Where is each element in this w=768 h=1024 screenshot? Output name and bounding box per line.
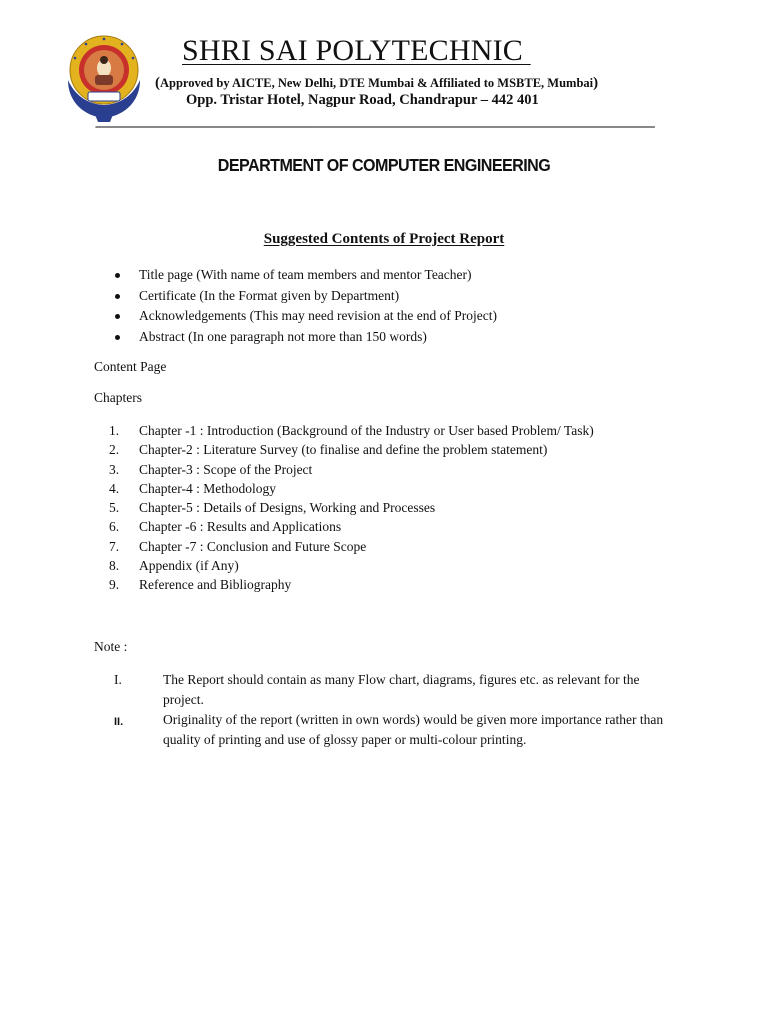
chapter-item bbox=[94, 537, 367, 556]
chapter-item bbox=[94, 498, 436, 517]
approval-open-paren: ( bbox=[155, 75, 160, 91]
bullet-item bbox=[112, 306, 497, 327]
approval-close-paren: ) bbox=[593, 75, 599, 91]
chapter-text: Chapter-2 : Literature Survey (to finalise and define the problem statement) bbox=[139, 442, 548, 458]
bullet-dot-icon bbox=[115, 294, 120, 299]
chapter-number: 4. bbox=[109, 480, 120, 496]
chapter-number: 1. bbox=[109, 423, 120, 438]
chapter-text: Chapter -6 : Results and Applications bbox=[139, 519, 342, 535]
chapter-text: Chapter -1 : Introduction (Background of the Industry or User based Problem/ Task) bbox=[139, 423, 594, 438]
note-label: Note : bbox=[94, 639, 128, 654]
header-divider: -------------------------------------------------------------------------------------------------------------------------------------------------------------------------------------------------------- bbox=[95, 122, 655, 130]
bullet-item bbox=[112, 327, 497, 348]
bullet-text: Certificate (In the Format given by Department) bbox=[139, 287, 400, 303]
chapter-text: Chapter -7 : Conclusion and Future Scope bbox=[139, 538, 367, 554]
chapter-item bbox=[94, 556, 239, 575]
institute-name: SHRI SAI POLYTECHNIC bbox=[182, 34, 531, 67]
bullet-item bbox=[112, 265, 497, 286]
contents-bullet-list bbox=[112, 265, 497, 347]
chapter-text: Chapter-5 : Details of Designs, Working and Processes bbox=[139, 500, 436, 516]
note-item bbox=[114, 670, 683, 710]
bullet-dot-icon bbox=[115, 335, 120, 340]
chapter-item bbox=[94, 440, 548, 459]
chapter-item bbox=[94, 517, 342, 536]
chapters-list bbox=[94, 421, 594, 595]
note-number: II. bbox=[114, 716, 124, 728]
chapter-text: Reference and Bibliography bbox=[139, 577, 292, 593]
chapters-label: Chapters bbox=[94, 390, 142, 405]
note-item bbox=[114, 710, 683, 750]
chapter-number: 6. bbox=[109, 519, 120, 535]
chapter-number: 3. bbox=[109, 461, 120, 477]
bullet-item bbox=[112, 286, 497, 307]
bullet-text: Abstract (In one paragraph not more than 150 words) bbox=[139, 328, 427, 344]
institute-logo bbox=[64, 32, 144, 124]
content-page-label: Content Page bbox=[94, 359, 167, 374]
chapter-item bbox=[94, 479, 276, 498]
note-text: The Report should contain as many Flow chart, diagrams, figures etc. as relevant for the project. bbox=[163, 672, 640, 707]
approval-text: Approved by AICTE, New Delhi, DTE Mumbai & Affiliated to MSBTE, Mumbai bbox=[160, 76, 594, 90]
bullet-text: Acknowledgements (This may need revision at the end of Project) bbox=[139, 308, 498, 323]
notes-list bbox=[114, 670, 683, 750]
note-number: I. bbox=[114, 672, 122, 687]
chapter-number: 8. bbox=[109, 558, 120, 574]
approval-line bbox=[155, 75, 598, 92]
chapter-number: 9. bbox=[109, 577, 120, 593]
bullet-dot-icon bbox=[115, 314, 120, 319]
section-title: Suggested Contents of Project Report bbox=[263, 231, 505, 247]
chapter-item bbox=[94, 421, 594, 440]
chapter-item bbox=[94, 575, 292, 594]
chapter-text: Chapter-3 : Scope of the Project bbox=[139, 461, 313, 477]
department-heading: DEPARTMENT OF COMPUTER ENGINEERING bbox=[217, 155, 551, 175]
bullet-dot-icon bbox=[115, 273, 120, 278]
chapter-text: Appendix (if Any) bbox=[139, 558, 239, 574]
chapter-text: Chapter-4 : Methodology bbox=[139, 480, 276, 496]
chapter-number: 7. bbox=[109, 538, 120, 554]
chapter-number: 2. bbox=[109, 442, 120, 458]
note-text: Originality of the report (written in own words) would be given more importance rather than quality of printing and use of glossy paper or multi-colour printing. bbox=[163, 712, 664, 747]
chapter-number: 5. bbox=[109, 500, 120, 516]
institute-address: Opp. Tristar Hotel, Nagpur Road, Chandrapur – 442 401 bbox=[186, 92, 539, 108]
chapter-item bbox=[94, 460, 313, 479]
bullet-text: Title page (With name of team members and mentor Teacher) bbox=[139, 267, 472, 282]
